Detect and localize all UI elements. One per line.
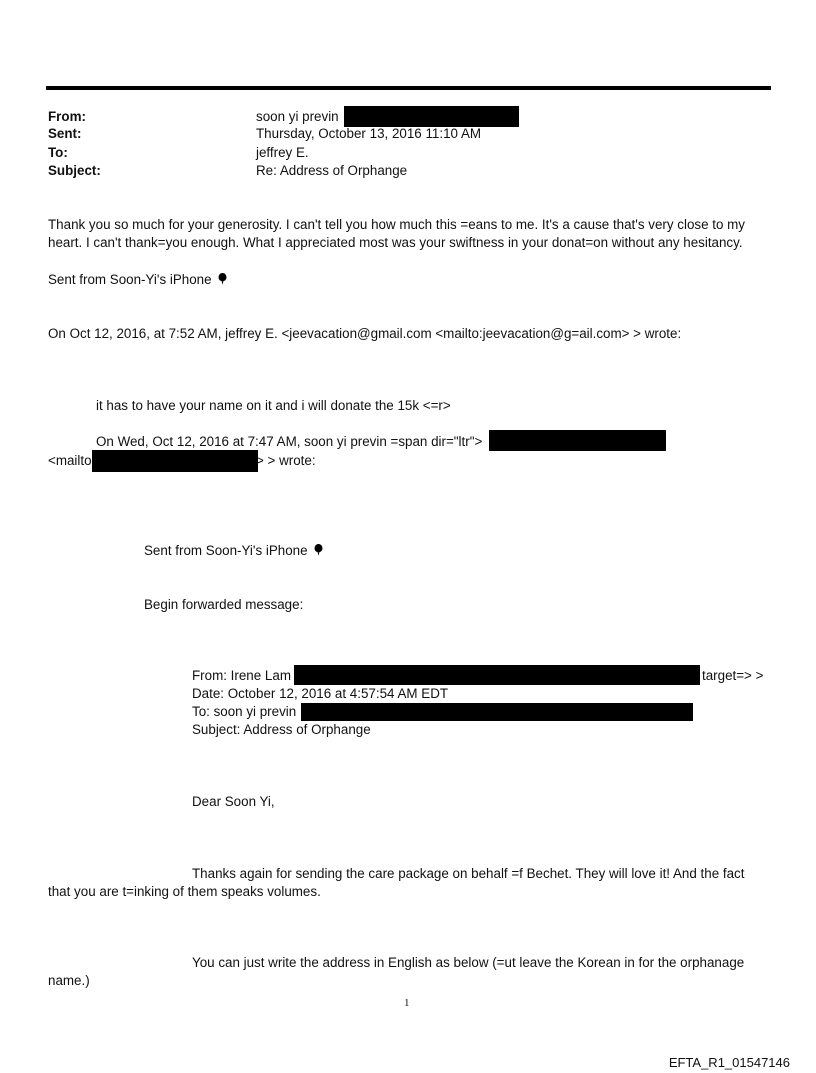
inner-quote-mailto: <mailto <box>48 453 92 468</box>
fwd-body-line: name.) <box>48 973 90 988</box>
to-value: jeffrey E. <box>256 145 309 160</box>
signature-text: Sent from Soon-Yi's iPhone <box>48 272 212 287</box>
fwd-body-line: You can just write the address in English as below (=ut leave the Korean in for the orphanage <box>192 955 745 970</box>
redaction-box <box>344 106 519 127</box>
from-label: From: <box>48 109 86 124</box>
from-value: soon yi previn <box>256 109 339 124</box>
subject-value: Re: Address of Orphange <box>256 163 408 178</box>
fwd-from-tail: target=> > <box>702 668 764 683</box>
fwd-body-line: Thanks again for sending the care package on behalf =f Bechet. They will love it! And the fact <box>192 866 745 881</box>
inner-quote-wrote: > > wrote: <box>256 453 316 468</box>
sent-label: Sent: <box>48 126 82 141</box>
to-label: To: <box>48 145 68 160</box>
inner-quote-intro: On Wed, Oct 12, 2016 at 7:47 AM, soon yi previn =span dir="ltr"> <box>96 434 483 449</box>
fwd-subject: Subject: Address of Orphange <box>192 722 371 737</box>
balloon-icon <box>314 544 323 556</box>
signature-line <box>48 271 227 289</box>
signature-text: Sent from Soon-Yi's iPhone <box>144 543 308 558</box>
page-number: 1 <box>404 997 410 1009</box>
begin-forwarded: Begin forwarded message: <box>144 597 304 612</box>
redaction-box <box>301 703 693 721</box>
fwd-date: Date: October 12, 2016 at 4:57:54 AM EDT <box>192 686 449 701</box>
document-id: EFTA_R1_01547146 <box>668 1055 790 1070</box>
quote-intro: On Oct 12, 2016, at 7:52 AM, jeffrey E. <jeevacation@gmail.com <mailto:jeevacation@g=ail.com> > wrote: <box>48 326 682 341</box>
fwd-to: To: soon yi previn <box>192 704 297 719</box>
signature-line <box>144 542 323 560</box>
subject-label: Subject: <box>48 163 101 178</box>
fwd-from: From: Irene Lam <box>192 668 291 683</box>
redaction-box <box>294 665 700 685</box>
balloon-icon <box>218 273 227 285</box>
header-rule <box>46 86 771 90</box>
fwd-body-line: that you are t=inking of them speaks volumes. <box>48 884 321 899</box>
redaction-box <box>489 430 666 451</box>
redaction-box <box>92 450 258 472</box>
greeting: Dear Soon Yi, <box>192 794 275 809</box>
body-paragraph-line: Thank you so much for your generosity. I can't tell you how much this =eans to me. It's a cause that's very close to my <box>48 217 745 232</box>
sent-value: Thursday, October 13, 2016 11:10 AM <box>256 126 482 141</box>
quoted-reply: it has to have your name on it and i will donate the 15k <=r> <box>96 398 451 413</box>
body-paragraph-line: heart. I can't thank=you enough. What I appreciated most was your swiftness in your donat=on without any hesitancy. <box>48 235 743 250</box>
